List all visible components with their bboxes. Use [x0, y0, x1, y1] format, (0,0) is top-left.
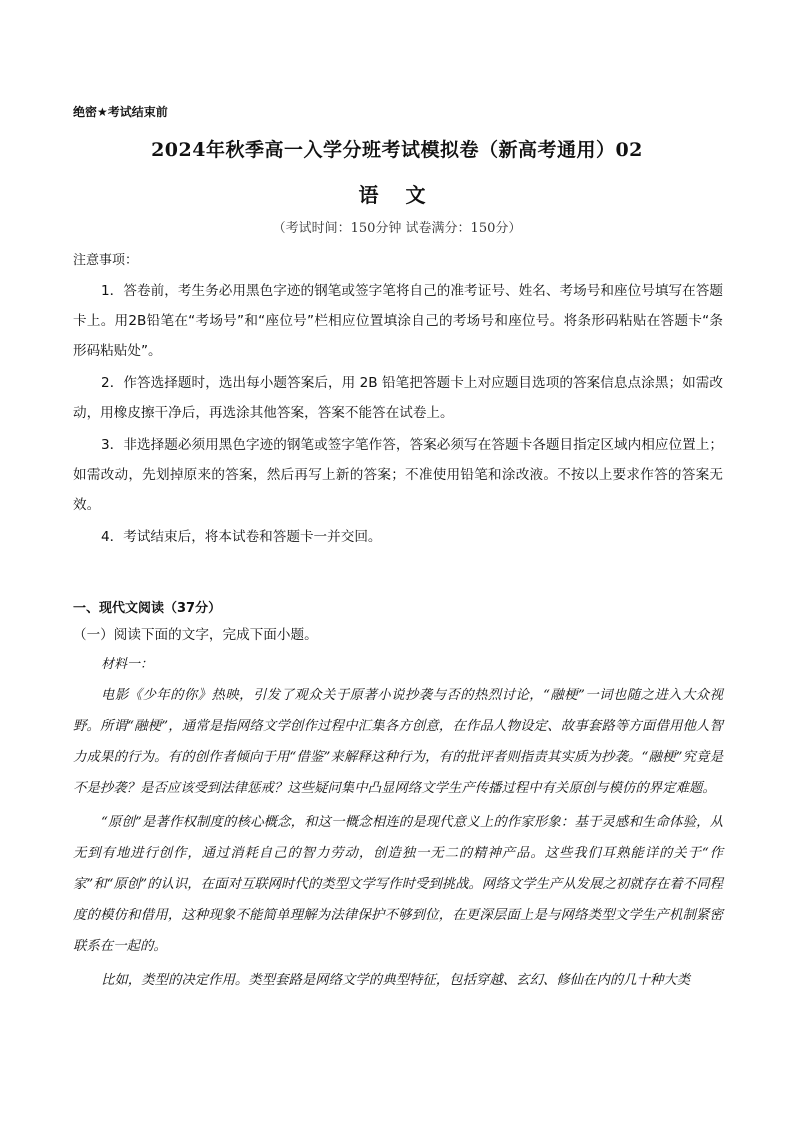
article-paragraph: 比如，类型的决定作用。类型套路是网络文学的典型特征，包括穿越、玄幻、修仙在内的几十种大类: [101, 973, 691, 988]
article-paragraph: “原创”是著作权制度的核心概念，和这一概念相连的是现代意义上的作家形象：基于灵感和生命体验，从无到有地进行创作，通过消耗自己的智力劳动，创造独一无二的精神产品。这些我们耳熟能详的关于“作家”和“原创”的认识，在面对互联网时代的类型文学写作时受到挑战。网络文学生产从发展之初就存在着不同程度的模仿和借用，这种现象不能简单理解为法律保护不够到位，在更深层面上是与网络类型文学生产机制紧密联系在一起的。: [73, 815, 723, 954]
material-label: 材料一：: [101, 657, 154, 672]
reading-article: [73, 680, 723, 999]
note-item: 1．答卷前，考生务必用黑色字迹的钢笔或签字笔将自己的准考证号、姓名、考场号和座位号填写在答题卡上。用2B铅笔在“考场号”和“座位号”栏相应位置填涂自己的考场号和座位号。将条形码粘贴在答题卡“条形码粘贴处”。: [73, 283, 723, 359]
section-title: 一、现代文阅读（37分）: [73, 601, 222, 616]
exam-time-info: （考试时间：150分钟 试卷满分：150分）: [272, 221, 522, 236]
subject-title: 语 文: [358, 183, 436, 207]
exam-title: 2024年秋季高一入学分班考试模拟卷（新高考通用）02: [151, 139, 643, 161]
note-item: 3．非选择题必须用黑色字迹的钢笔或签字笔作答，答案必须写在答题卡各题目指定区域内相应位置上；如需改动，先划掉原来的答案，然后再写上新的答案；不准使用铅笔和涂改液。不按以上要求作答的答案无效。: [73, 437, 723, 513]
article-paragraph: 电影《少年的你》热映，引发了观众关于原著小说抄袭与否的热烈讨论，“融梗”一词也随之进入大众视野。所谓“融梗”，通常是指网络文学创作过程中汇集各方创意，在作品人物设定、故事套路等方面借用他人智力成果的行为。有的创作者倾向于用“借鉴”来解释这种行为，有的批评者则指责其实质为抄袭。“融梗”究竟是不是抄袭？是否应该受到法律惩戒？这些疑问集中凸显网络文学生产传播过程中有关原创与模仿的界定难题。: [73, 688, 723, 796]
notes-list: [73, 276, 723, 554]
note-item: 4．考试结束后，将本试卷和答题卡一并交回。: [101, 529, 382, 545]
notes-title: 注意事项：: [73, 253, 139, 268]
note-item: 2．作答选择题时，选出每小题答案后，用 2B 铅笔把答题卡上对应题目选项的答案信息点涂黑；如需改动，用橡皮擦干净后，再选涂其他答案，答案不能答在试卷上。: [73, 375, 723, 421]
section-subtitle: （一）阅读下面的文字，完成下面小题。: [73, 627, 318, 643]
secret-label: 绝密★考试结束前: [73, 105, 168, 119]
